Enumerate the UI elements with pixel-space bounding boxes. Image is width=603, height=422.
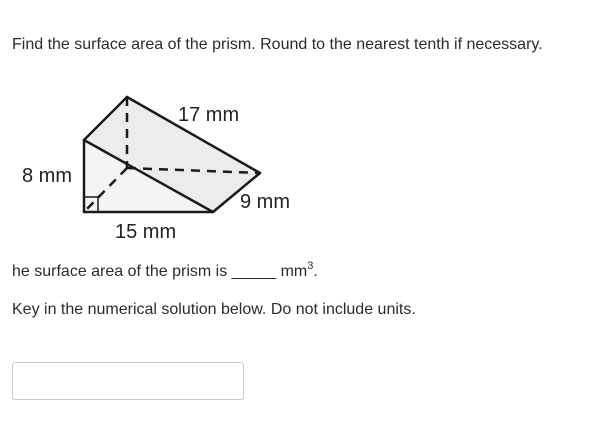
question-text: Find the surface area of the prism. Round to the nearest tenth if necessary.	[12, 36, 543, 53]
prism-figure	[0, 0, 330, 250]
height-label: 8 mm	[22, 165, 72, 187]
answer-input[interactable]	[12, 362, 244, 400]
answer-unit: mm	[276, 263, 308, 280]
base-label: 15 mm	[115, 221, 177, 243]
length-label: 17 mm	[178, 104, 240, 126]
answer-unit-exponent: 3	[307, 260, 314, 272]
answer-sentence-prefix: he surface area of the prism is	[12, 263, 232, 280]
answer-blank: _____	[231, 263, 277, 280]
answer-sentence	[12, 262, 318, 282]
depth-label: 9 mm	[240, 191, 290, 213]
instruction-text: Key in the numerical solution below. Do not include units.	[12, 301, 416, 318]
answer-sentence-suffix: .	[313, 263, 318, 280]
